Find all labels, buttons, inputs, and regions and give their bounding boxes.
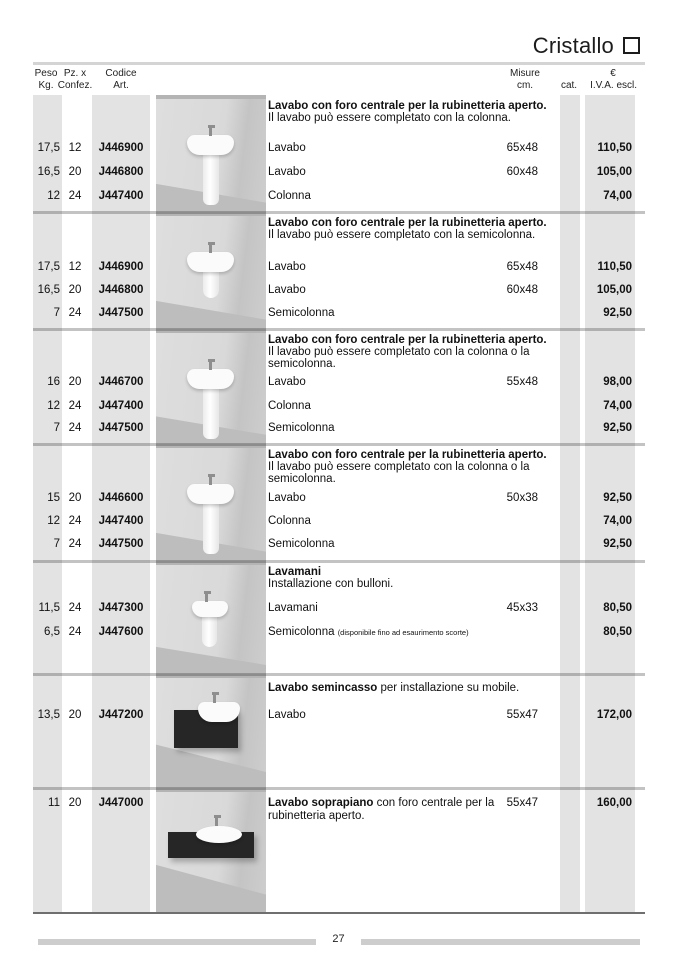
cell-peso: 7	[53, 538, 60, 550]
cell-codice: J447400	[98, 190, 144, 202]
cell-pezzi: 12	[68, 261, 82, 273]
column-header-codice: Codice Art.	[105, 68, 137, 91]
cell-prezzo: 172,00	[596, 709, 632, 721]
section-title: Lavamani	[268, 566, 322, 578]
section-divider	[33, 560, 645, 563]
cell-descrizione: Lavamani	[268, 602, 318, 614]
cell-peso: 11,5	[38, 602, 60, 614]
table-row	[0, 165, 678, 179]
cell-misure: 55x47	[506, 709, 538, 721]
cell-pezzi: 20	[68, 376, 82, 388]
brand-name: Cristallo	[532, 33, 614, 58]
cell-peso: 15	[47, 492, 60, 504]
cell-peso: 16,5	[37, 284, 60, 296]
cell-prezzo: 74,00	[603, 515, 632, 527]
cell-peso: 12	[47, 515, 60, 527]
cell-peso: 7	[53, 422, 60, 434]
cell-prezzo: 98,00	[603, 376, 632, 388]
table-row-continuation	[0, 809, 678, 823]
column-header-prezzo: € I.V.A. escl.	[590, 68, 637, 91]
cell-codice: J447500	[98, 538, 144, 550]
column-header-pezzi: Pz. x Confez.	[57, 68, 93, 91]
cell-prezzo: 110,50	[597, 261, 632, 273]
cell-prezzo: 92,50	[603, 538, 632, 550]
table-row	[0, 514, 678, 528]
table-row	[0, 708, 678, 722]
table-row	[0, 796, 678, 810]
faucet-icon	[209, 475, 212, 485]
catalog-table	[0, 95, 678, 914]
cell-codice: J447400	[98, 400, 144, 412]
cell-pezzi: 24	[68, 626, 82, 638]
faucet-icon	[213, 693, 216, 703]
cell-misure: 55x47	[506, 797, 538, 809]
cell-descrizione: rubinetteria aperto.	[268, 810, 365, 822]
cell-pezzi: 24	[68, 515, 82, 527]
product-section	[0, 444, 678, 561]
cell-pezzi: 24	[68, 190, 82, 202]
cell-misure: 65x48	[506, 261, 538, 273]
cell-descrizione: Lavabo	[268, 709, 306, 721]
product-section	[0, 95, 678, 212]
cell-peso: 16,5	[37, 166, 60, 178]
cell-prezzo: 80,50	[603, 602, 632, 614]
cell-prezzo: 160,00	[596, 797, 632, 809]
cell-pezzi: 24	[68, 422, 82, 434]
square-logo-icon	[623, 37, 640, 54]
cell-prezzo: 105,00	[596, 166, 632, 178]
table-row	[0, 283, 678, 297]
cell-pezzi: 24	[68, 602, 82, 614]
faucet-icon	[209, 126, 212, 136]
section-divider	[33, 211, 645, 214]
cell-descrizione: Lavabo soprapiano con foro centrale per la	[268, 797, 495, 809]
cell-descrizione: Lavabo	[268, 261, 306, 273]
product-section	[0, 329, 678, 444]
cell-pezzi: 24	[68, 400, 82, 412]
cell-prezzo: 80,50	[603, 626, 632, 638]
cell-pezzi: 24	[68, 307, 82, 319]
section-subtitle: semicolonna.	[268, 358, 336, 370]
cell-codice: J447000	[98, 797, 144, 809]
section-subtitle: Il lavabo può essere completato con la colonna o la	[268, 346, 530, 358]
cell-descrizione: Lavabo	[268, 166, 306, 178]
section-divider	[33, 328, 645, 331]
cell-peso: 16	[47, 376, 60, 388]
cell-prezzo: 74,00	[603, 190, 632, 202]
table-bottom-rule	[33, 912, 645, 914]
table-row	[0, 375, 678, 389]
cell-prezzo: 74,00	[603, 400, 632, 412]
cell-codice: J447500	[98, 422, 144, 434]
cell-misure: 60x48	[506, 166, 538, 178]
cell-codice: J446800	[98, 284, 144, 296]
table-row	[0, 141, 678, 155]
cell-pezzi: 20	[68, 284, 82, 296]
cell-prezzo: 105,00	[596, 284, 632, 296]
cell-pezzi: 20	[68, 166, 82, 178]
cell-descrizione: Semicolonna	[268, 538, 335, 550]
page-title	[533, 33, 640, 59]
cell-peso: 7	[53, 307, 60, 319]
section-subtitle: Il lavabo può essere completato con la colonna.	[268, 112, 511, 124]
table-row	[0, 306, 678, 320]
cell-peso: 17,5	[37, 261, 60, 273]
table-row	[0, 421, 678, 435]
cell-misure: 45x33	[506, 602, 538, 614]
cell-misure: 65x48	[506, 142, 538, 154]
cell-descrizione: Semicolonna	[268, 307, 335, 319]
column-header-peso: Peso Kg.	[34, 68, 58, 91]
product-photo	[154, 561, 266, 674]
table-row	[0, 399, 678, 413]
cell-descrizione: Colonna	[268, 400, 311, 412]
cell-prezzo: 92,50	[603, 422, 632, 434]
footer-bar-right	[361, 939, 640, 945]
cell-pezzi: 20	[68, 492, 82, 504]
table-row	[0, 491, 678, 505]
cell-codice: J446900	[98, 261, 144, 273]
product-photo	[154, 674, 266, 788]
cell-prezzo: 92,50	[603, 492, 632, 504]
cell-pezzi: 20	[68, 797, 82, 809]
footer-bar-left	[38, 939, 316, 945]
cell-descrizione: Lavabo	[268, 142, 306, 154]
header-rule	[33, 62, 645, 65]
product-section	[0, 212, 678, 329]
column-header-misure: Misure cm.	[509, 68, 540, 91]
section-divider	[33, 787, 645, 790]
cell-descrizione: Lavabo	[268, 492, 306, 504]
section-divider	[33, 673, 645, 676]
cell-descrizione: Lavabo	[268, 376, 306, 388]
cell-codice: J447600	[98, 626, 144, 638]
cell-prezzo: 92,50	[603, 307, 632, 319]
cell-pezzi: 24	[68, 538, 82, 550]
cell-peso: 12	[47, 190, 60, 202]
faucet-icon	[209, 243, 212, 253]
cell-descrizione: Semicolonna	[268, 422, 335, 434]
page-number: 27	[332, 933, 345, 945]
table-row	[0, 537, 678, 551]
cell-codice: J446700	[98, 376, 144, 388]
cell-misure: 60x48	[506, 284, 538, 296]
product-section	[0, 561, 678, 674]
cell-descrizione: Colonna	[268, 515, 311, 527]
section-subtitle: Installazione con bulloni.	[268, 578, 394, 590]
cell-misure: 55x48	[506, 376, 538, 388]
cell-peso: 17,5	[37, 142, 60, 154]
cell-prezzo: 110,50	[597, 142, 632, 154]
section-divider	[33, 443, 645, 446]
column-header-cat: cat.	[560, 79, 578, 91]
availability-note: (disponibile fino ad esaurimento scorte)	[337, 628, 469, 637]
section-title: Lavabo con foro centrale per la rubinetteria aperto.	[268, 217, 547, 229]
section-subtitle: Il lavabo può essere completato con la semicolonna.	[268, 229, 536, 241]
section-title: Lavabo con foro centrale per la rubinetteria aperto.	[268, 449, 547, 461]
product-section	[0, 674, 678, 788]
cell-descrizione: Lavabo	[268, 284, 306, 296]
section-title: Lavabo semincasso per installazione su mobile.	[268, 682, 520, 694]
cell-peso: 12	[47, 400, 60, 412]
section-title: Lavabo con foro centrale per la rubinetteria aperto.	[268, 334, 547, 346]
cell-pezzi: 12	[68, 142, 82, 154]
cell-codice: J447300	[98, 602, 144, 614]
product-section	[0, 788, 678, 912]
table-row	[0, 601, 678, 615]
cell-codice: J447400	[98, 515, 144, 527]
photo-top-edge	[156, 95, 266, 99]
table-row	[0, 625, 678, 639]
cell-codice: J446900	[98, 142, 144, 154]
table-row	[0, 189, 678, 203]
cell-codice: J447200	[98, 709, 144, 721]
cell-peso: 6,5	[44, 626, 60, 638]
section-subtitle: Il lavabo può essere completato con la colonna o la	[268, 461, 530, 473]
faucet-icon	[209, 360, 212, 370]
cell-misure: 50x38	[506, 492, 538, 504]
cell-codice: J447500	[98, 307, 144, 319]
cell-pezzi: 20	[68, 709, 82, 721]
section-subtitle: semicolonna.	[268, 473, 336, 485]
cell-descrizione: Semicolonna (disponibile fino ad esaurimento scorte)	[268, 626, 469, 638]
sink-basin-illustration	[196, 826, 242, 843]
cell-peso: 13,5	[37, 709, 60, 721]
cell-peso: 11	[48, 797, 60, 809]
cell-descrizione: Colonna	[268, 190, 311, 202]
table-row	[0, 260, 678, 274]
cell-codice: J446800	[98, 166, 144, 178]
cell-codice: J446600	[98, 492, 144, 504]
section-title: Lavabo con foro centrale per la rubinetteria aperto.	[268, 100, 547, 112]
